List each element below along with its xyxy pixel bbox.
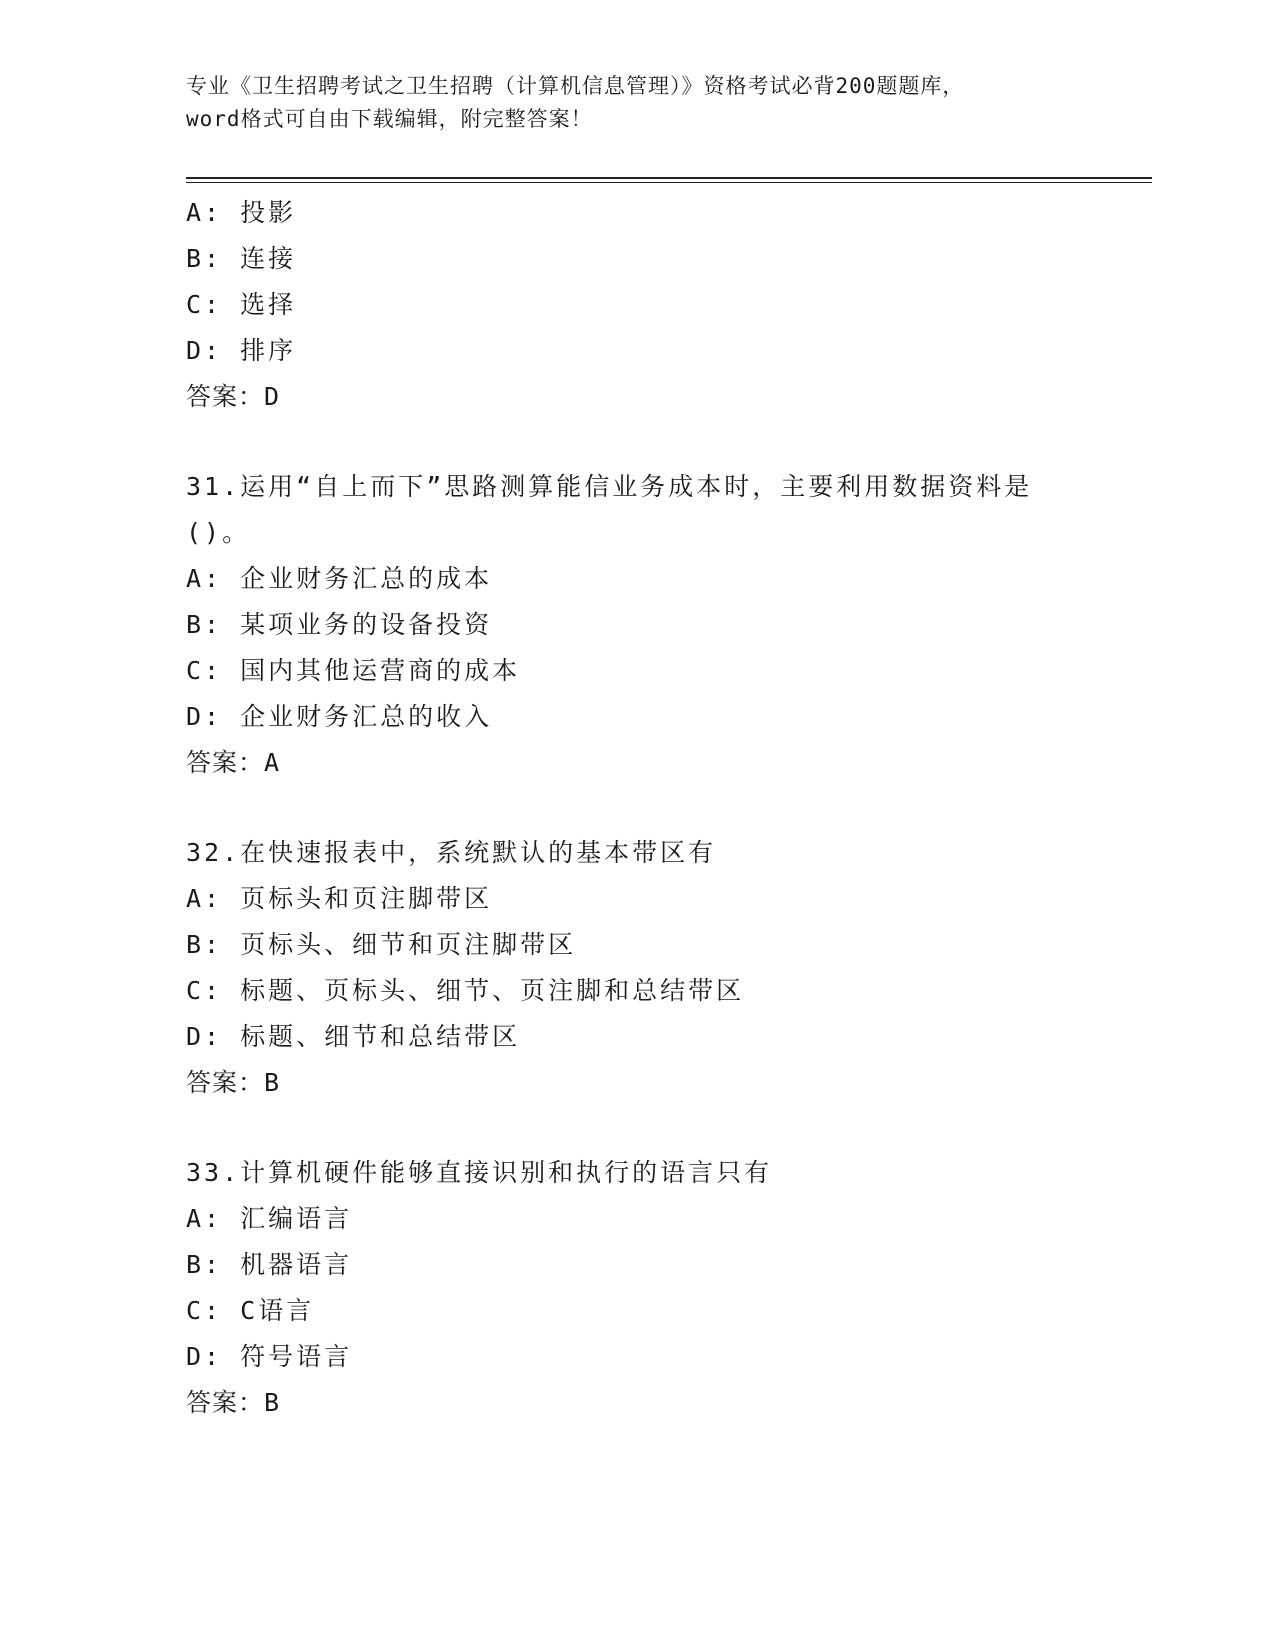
- question-block-32: [186, 830, 1126, 1106]
- header-title-line-1: 专业《卫生招聘考试之卫生招聘（计算机信息管理）》资格考试必背200题题库，: [186, 74, 965, 98]
- question-stem: 31.运用“自上而下”思路测算能信业务成本时，主要利用数据资料是: [186, 472, 1033, 501]
- option-c: C: 国内其他运营商的成本: [186, 656, 521, 685]
- header-divider-thick: [186, 177, 1152, 179]
- question-block-prev: [186, 190, 1126, 420]
- question-block-31: [186, 464, 1126, 786]
- option-a: A: 页标头和页注脚带区: [186, 884, 493, 913]
- option-c: C: 标题、页标头、细节、页注脚和总结带区: [186, 976, 745, 1005]
- header-divider-thin: [186, 182, 1152, 183]
- option-b: B: 机器语言: [186, 1250, 353, 1279]
- question-stem-continued: ()。: [186, 518, 251, 547]
- option-a: A: 投影: [186, 198, 297, 227]
- spacer: [186, 420, 1126, 464]
- option-b: B: 页标头、细节和页注脚带区: [186, 930, 577, 959]
- document-header: [186, 70, 1086, 136]
- option-d: D: 排序: [186, 336, 297, 365]
- option-b: B: 某项业务的设备投资: [186, 610, 493, 639]
- answer-line: 答案：A: [186, 748, 281, 777]
- option-d: D: 标题、细节和总结带区: [186, 1022, 521, 1051]
- spacer: [186, 786, 1126, 830]
- option-a: A: 企业财务汇总的成本: [186, 564, 493, 593]
- option-c: C: C语言: [186, 1296, 315, 1325]
- question-list: [186, 190, 1126, 1426]
- option-b: B: 连接: [186, 244, 297, 273]
- option-d: D: 符号语言: [186, 1342, 353, 1371]
- header-title-line-2: word格式可自由下载编辑，附完整答案！: [186, 107, 593, 131]
- answer-line: 答案：B: [186, 1068, 281, 1097]
- option-a: A: 汇编语言: [186, 1204, 353, 1233]
- answer-line: 答案：B: [186, 1388, 281, 1417]
- option-c: C: 选择: [186, 290, 297, 319]
- question-stem: 33.计算机硬件能够直接识别和执行的语言只有: [186, 1158, 773, 1187]
- spacer: [186, 1106, 1126, 1150]
- question-block-33: [186, 1150, 1126, 1426]
- answer-line: 答案：D: [186, 382, 281, 411]
- question-stem: 32.在快速报表中，系统默认的基本带区有: [186, 838, 717, 867]
- option-d: D: 企业财务汇总的收入: [186, 702, 493, 731]
